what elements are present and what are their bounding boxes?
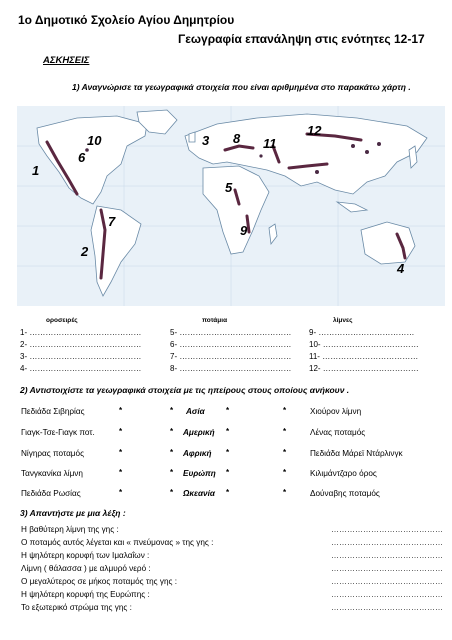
world-map-graphic: [17, 106, 445, 306]
map-label-4: 4: [397, 261, 405, 276]
blank-mountain-3[interactable]: 3- ……………………………………: [20, 352, 142, 361]
map-label-9: 9: [240, 223, 248, 238]
continent-4: Ευρώπη: [183, 469, 216, 478]
match-dot-cont-left-2[interactable]: *: [170, 427, 174, 436]
blank-river-6[interactable]: 6- ……………………………………: [170, 340, 292, 349]
question-3-item-5: Ο μεγαλύτερος σε μήκος ποταμός της γης :: [21, 577, 178, 586]
match-dot-right-1[interactable]: *: [283, 406, 287, 415]
match-right-4: Κιλιμάντζαρο όρος: [310, 469, 377, 478]
match-dot-left-1[interactable]: *: [119, 406, 123, 415]
map-label-1: 1: [32, 163, 40, 178]
continent-5: Ωκεανία: [183, 489, 215, 498]
match-dot-cont-left-3[interactable]: *: [170, 448, 174, 457]
match-right-1: Χιούρον λίμνη: [310, 407, 362, 416]
blank-lake-12[interactable]: 12- ………………………………: [309, 364, 419, 373]
question-3-item-4: Λίμνη ( θάλασσα ) με αλμυρό νερό :: [21, 564, 151, 573]
match-right-2: Λένας ποταμός: [310, 428, 366, 437]
match-dot-right-3[interactable]: *: [283, 448, 287, 457]
match-dot-cont-right-2[interactable]: *: [226, 427, 230, 436]
question-3-item-3: Η ψηλότερη κορυφή των Ιμαλαΐων :: [21, 551, 150, 560]
match-dot-cont-right-5[interactable]: *: [226, 488, 230, 497]
match-dot-cont-right-1[interactable]: *: [226, 406, 230, 415]
answer-blank-7[interactable]: ……………………………………: [331, 603, 443, 612]
map-label-5: 5: [225, 180, 233, 195]
answer-blank-2[interactable]: ……………………………………: [331, 538, 443, 547]
blank-river-5[interactable]: 5- ……………………………………: [170, 328, 292, 337]
question-1: 1) Αναγνώρισε τα γεωγραφικά στοιχεία που είναι αριθμημένα στο παρακάτω χάρτη .: [72, 82, 411, 92]
match-dot-left-5[interactable]: *: [119, 488, 123, 497]
match-left-4: Τανγκανίκα λίμνη: [21, 469, 83, 478]
match-left-2: Γιαγκ-Τσε-Γιαγκ ποτ.: [21, 428, 95, 437]
map-label-6: 6: [78, 150, 86, 165]
match-dot-right-2[interactable]: *: [283, 427, 287, 436]
match-dot-cont-left-1[interactable]: *: [170, 406, 174, 415]
match-dot-right-5[interactable]: *: [283, 488, 287, 497]
match-left-3: Νίγηρας ποταμός: [21, 449, 85, 458]
map-label-12: 12: [307, 123, 322, 138]
continent-1: Ασία: [186, 407, 205, 416]
match-dot-left-2[interactable]: *: [119, 427, 123, 436]
answer-blank-4[interactable]: ……………………………………: [331, 564, 443, 573]
blank-lake-10[interactable]: 10- ………………………………: [309, 340, 419, 349]
match-dot-cont-right-4[interactable]: *: [226, 468, 230, 477]
question-3-item-7: Το εξωτερικό στρώμα της γης :: [21, 603, 132, 612]
match-dot-cont-left-4[interactable]: *: [170, 468, 174, 477]
blank-mountain-4[interactable]: 4- ……………………………………: [20, 364, 142, 373]
column-rivers: ποτάμια: [202, 317, 228, 324]
blank-river-8[interactable]: 8- ……………………………………: [170, 364, 292, 373]
match-left-1: Πεδιάδα Σιβηρίας: [21, 407, 85, 416]
world-map: [17, 106, 445, 306]
match-dot-cont-left-5[interactable]: *: [170, 488, 174, 497]
match-dot-left-3[interactable]: *: [119, 448, 123, 457]
school-name: 1ο Δημοτικό Σχολείο Αγίου Δημητρίου: [18, 13, 235, 27]
answer-blank-5[interactable]: ……………………………………: [331, 577, 443, 586]
answer-blank-3[interactable]: ……………………………………: [331, 551, 443, 560]
blank-river-7[interactable]: 7- ……………………………………: [170, 352, 292, 361]
answer-blank-6[interactable]: ……………………………………: [331, 590, 443, 599]
continent-3: Αφρική: [183, 449, 212, 458]
map-label-10: 10: [87, 133, 102, 148]
match-right-3: Πεδιάδα Μάρεϊ Ντάρλινγκ: [310, 449, 403, 458]
blank-lake-11[interactable]: 11- ………………………………: [309, 352, 419, 361]
map-label-3: 3: [202, 133, 210, 148]
blank-mountain-2[interactable]: 2- ……………………………………: [20, 340, 142, 349]
answer-blank-1[interactable]: ……………………………………: [331, 525, 443, 534]
map-label-8: 8: [233, 131, 241, 146]
question-2: 2) Αντιστοιχίστε τα γεωγραφικά στοιχεία με τις ηπείρους στους οποίους ανήκουν .: [20, 385, 350, 395]
continent-2: Αμερική: [183, 428, 215, 437]
section-title: ΑΣΚΗΣΕΙΣ: [43, 55, 90, 66]
match-dot-left-4[interactable]: *: [119, 468, 123, 477]
worksheet-subject: Γεωγραφία επανάληψη στις ενότητες 12-17: [178, 32, 425, 46]
match-dot-cont-right-3[interactable]: *: [226, 448, 230, 457]
blank-mountain-1[interactable]: 1- ……………………………………: [20, 328, 142, 337]
column-mountains: οροσειρές: [46, 317, 78, 324]
question-3-item-2: Ο ποταμός αυτός λέγεται και « πνεύμονας » της γης :: [21, 538, 214, 547]
map-label-7: 7: [108, 214, 116, 229]
map-label-11: 11: [263, 136, 277, 151]
match-left-5: Πεδιάδα Ρωσίας: [21, 489, 81, 498]
question-3: 3) Απαντήστε με μια λέξη :: [20, 508, 126, 518]
match-right-5: Δούναβης ποταμός: [310, 489, 380, 498]
map-label-2: 2: [81, 244, 89, 259]
blank-lake-9[interactable]: 9- ………………………………: [309, 328, 415, 337]
question-3-item-1: Η βαθύτερη λίμνη της γης :: [21, 525, 119, 534]
question-3-item-6: Η ψηλότερη κορυφή της Ευρώπης :: [21, 590, 150, 599]
column-lakes: λίμνες: [333, 317, 353, 324]
match-dot-right-4[interactable]: *: [283, 468, 287, 477]
